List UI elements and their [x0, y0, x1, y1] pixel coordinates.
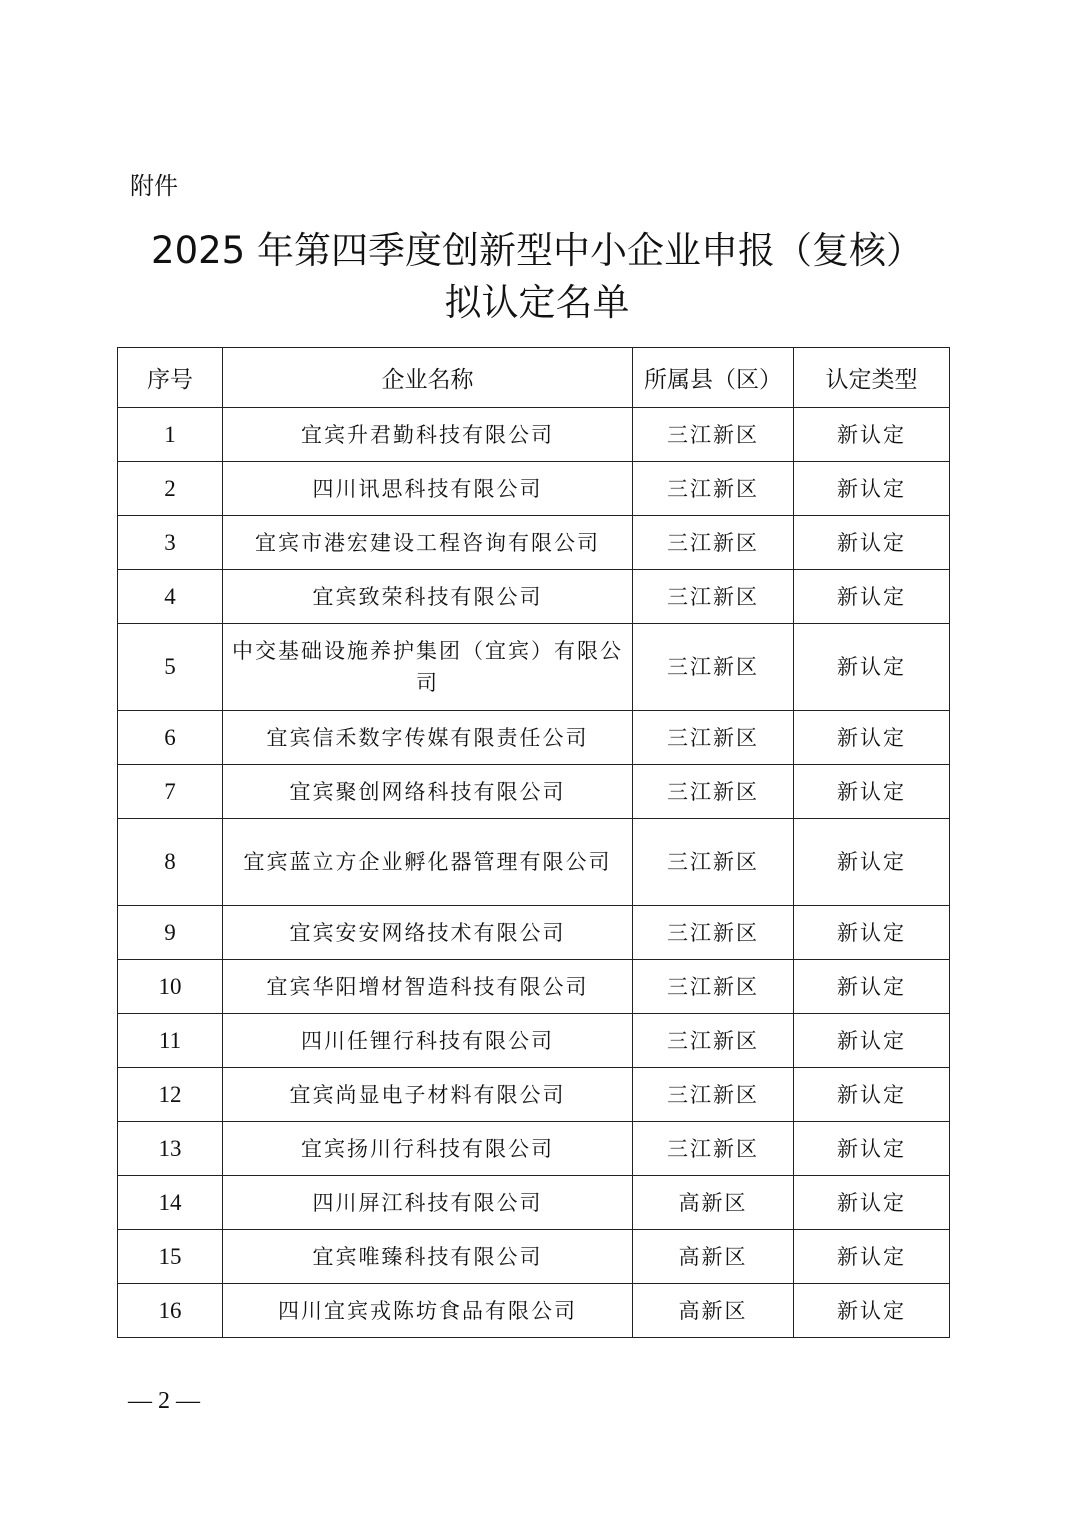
page-number: — 2 — — [128, 1388, 200, 1414]
cell-company-name: 四川任锂行科技有限公司 — [223, 1014, 633, 1068]
document-title-line1: 2025 年第四季度创新型中小企业申报（复核） — [151, 229, 923, 272]
cell-company-name: 宜宾蓝立方企业孵化器管理有限公司 — [223, 819, 633, 906]
cell-serial-no: 1 — [118, 408, 223, 462]
table-row — [118, 960, 950, 1014]
cell-company-name: 宜宾市港宏建设工程咨询有限公司 — [223, 516, 633, 570]
cell-certification-type: 新认定 — [794, 960, 950, 1014]
cell-district: 三江新区 — [633, 462, 794, 516]
cell-district: 三江新区 — [633, 1068, 794, 1122]
cell-district: 三江新区 — [633, 906, 794, 960]
cell-certification-type: 新认定 — [794, 462, 950, 516]
table-header-row — [118, 348, 950, 408]
document-title-line2: 拟认定名单 — [444, 281, 630, 324]
table-row — [118, 1230, 950, 1284]
table-row — [118, 408, 950, 462]
cell-district: 三江新区 — [633, 765, 794, 819]
table-row — [118, 1122, 950, 1176]
table-body — [118, 408, 950, 1338]
cell-certification-type: 新认定 — [794, 765, 950, 819]
cell-company-name: 宜宾致荣科技有限公司 — [223, 570, 633, 624]
cell-serial-no: 14 — [118, 1176, 223, 1230]
cell-serial-no: 4 — [118, 570, 223, 624]
cell-certification-type: 新认定 — [794, 1122, 950, 1176]
cell-certification-type: 新认定 — [794, 819, 950, 906]
cell-company-name: 宜宾聚创网络科技有限公司 — [223, 765, 633, 819]
cell-company-name: 四川屏江科技有限公司 — [223, 1176, 633, 1230]
header-company-name: 企业名称 — [223, 348, 633, 408]
cell-serial-no: 12 — [118, 1068, 223, 1122]
cell-district: 高新区 — [633, 1284, 794, 1338]
table-row — [118, 1068, 950, 1122]
table-row — [118, 765, 950, 819]
table-row — [118, 819, 950, 906]
header-certification-type: 认定类型 — [794, 348, 950, 408]
cell-certification-type: 新认定 — [794, 1230, 950, 1284]
cell-certification-type: 新认定 — [794, 1014, 950, 1068]
cell-district: 三江新区 — [633, 408, 794, 462]
cell-serial-no: 5 — [118, 624, 223, 711]
cell-certification-type: 新认定 — [794, 624, 950, 711]
cell-company-name: 四川宜宾戎陈坊食品有限公司 — [223, 1284, 633, 1338]
cell-company-name: 中交基础设施养护集团（宜宾）有限公司 — [223, 624, 633, 711]
cell-company-name: 宜宾唯臻科技有限公司 — [223, 1230, 633, 1284]
cell-certification-type: 新认定 — [794, 1284, 950, 1338]
cell-company-name: 宜宾华阳增材智造科技有限公司 — [223, 960, 633, 1014]
table-row — [118, 570, 950, 624]
table-row — [118, 462, 950, 516]
cell-district: 三江新区 — [633, 1122, 794, 1176]
table-row — [118, 711, 950, 765]
attachment-label: 附件 — [130, 172, 178, 200]
table-row — [118, 1014, 950, 1068]
enterprise-list-table — [117, 347, 950, 1338]
cell-company-name: 宜宾信禾数字传媒有限责任公司 — [223, 711, 633, 765]
cell-serial-no: 2 — [118, 462, 223, 516]
cell-district: 三江新区 — [633, 516, 794, 570]
cell-district: 三江新区 — [633, 711, 794, 765]
cell-district: 三江新区 — [633, 624, 794, 711]
cell-company-name: 宜宾安安网络技术有限公司 — [223, 906, 633, 960]
table-row — [118, 624, 950, 711]
table-row — [118, 906, 950, 960]
cell-district: 三江新区 — [633, 570, 794, 624]
cell-certification-type: 新认定 — [794, 1176, 950, 1230]
header-serial-no: 序号 — [118, 348, 223, 408]
cell-serial-no: 8 — [118, 819, 223, 906]
table-row — [118, 1176, 950, 1230]
table-row — [118, 516, 950, 570]
cell-company-name: 宜宾尚显电子材料有限公司 — [223, 1068, 633, 1122]
cell-certification-type: 新认定 — [794, 906, 950, 960]
cell-serial-no: 7 — [118, 765, 223, 819]
table-row — [118, 1284, 950, 1338]
cell-serial-no: 3 — [118, 516, 223, 570]
cell-district: 三江新区 — [633, 1014, 794, 1068]
cell-serial-no: 11 — [118, 1014, 223, 1068]
cell-district: 三江新区 — [633, 960, 794, 1014]
cell-certification-type: 新认定 — [794, 570, 950, 624]
cell-certification-type: 新认定 — [794, 408, 950, 462]
cell-certification-type: 新认定 — [794, 516, 950, 570]
cell-serial-no: 16 — [118, 1284, 223, 1338]
cell-certification-type: 新认定 — [794, 1068, 950, 1122]
cell-serial-no: 15 — [118, 1230, 223, 1284]
cell-district: 三江新区 — [633, 819, 794, 906]
cell-company-name: 宜宾扬川行科技有限公司 — [223, 1122, 633, 1176]
cell-serial-no: 9 — [118, 906, 223, 960]
cell-district: 高新区 — [633, 1176, 794, 1230]
cell-company-name: 宜宾升君勤科技有限公司 — [223, 408, 633, 462]
cell-serial-no: 6 — [118, 711, 223, 765]
header-district: 所属县（区） — [633, 348, 794, 408]
cell-certification-type: 新认定 — [794, 711, 950, 765]
cell-serial-no: 13 — [118, 1122, 223, 1176]
cell-company-name: 四川讯思科技有限公司 — [223, 462, 633, 516]
cell-district: 高新区 — [633, 1230, 794, 1284]
cell-serial-no: 10 — [118, 960, 223, 1014]
